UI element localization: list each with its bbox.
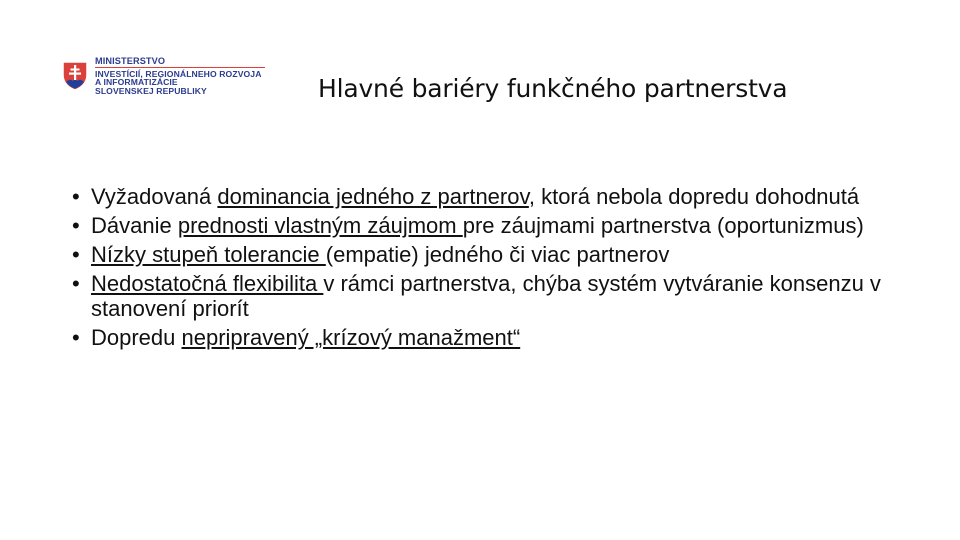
logo-line-1: MINISTERSTVO xyxy=(95,56,166,66)
bullet-dot: • xyxy=(72,325,80,350)
bullet-underlined-text: dominancia jedného z partnerov xyxy=(217,184,529,209)
bullet-dot: • xyxy=(72,184,80,209)
bullet-item xyxy=(72,242,892,267)
bullet-item xyxy=(72,184,892,209)
logo-line-4: SLOVENSKEJ REPUBLIKY xyxy=(95,85,207,96)
bullet-text: v rámci partnerstva, chýba systém vytváranie konsenzu v stanovení priorít xyxy=(91,271,881,321)
slide-title: Hlavné bariéry funkčného partnerstva xyxy=(318,74,788,103)
bullet-dot: • xyxy=(72,242,80,267)
bullet-text: , ktorá nebola dopredu dohodnutá xyxy=(528,184,860,209)
bullet-text: Vyžadovaná xyxy=(91,184,218,209)
logo-line-2: INVESTÍCIÍ, REGIONÁLNEHO ROZVOJA xyxy=(95,68,262,79)
bullet-underlined-text: nepripravený „krízový manažment“ xyxy=(181,325,521,350)
bullet-item xyxy=(72,271,892,321)
bullet-text: (empatie) jedného či viac partnerov xyxy=(325,242,670,267)
ministry-logo xyxy=(62,55,272,105)
logo-line-3: A INFORMATIZÁCIE xyxy=(95,77,178,88)
logo-divider xyxy=(95,67,265,68)
bullet-list xyxy=(72,184,892,354)
bullet-text: pre záujmami partnerstva (oportunizmus) xyxy=(462,213,864,238)
bullet-underlined-text: prednosti vlastným záujmom xyxy=(177,213,463,238)
bullet-item xyxy=(72,213,892,238)
bullet-underlined-text: Nedostatočná flexibilita xyxy=(91,271,324,296)
bullet-dot: • xyxy=(72,213,80,238)
bullet-text: Dopredu xyxy=(91,325,182,350)
bullet-text: Dávanie xyxy=(91,213,178,238)
coat-of-arms-icon xyxy=(62,61,88,91)
logo-text xyxy=(95,57,262,95)
bullet-dot: • xyxy=(72,271,80,296)
bullet-item xyxy=(72,325,892,350)
bullet-underlined-text: Nízky stupeň tolerancie xyxy=(91,242,326,267)
